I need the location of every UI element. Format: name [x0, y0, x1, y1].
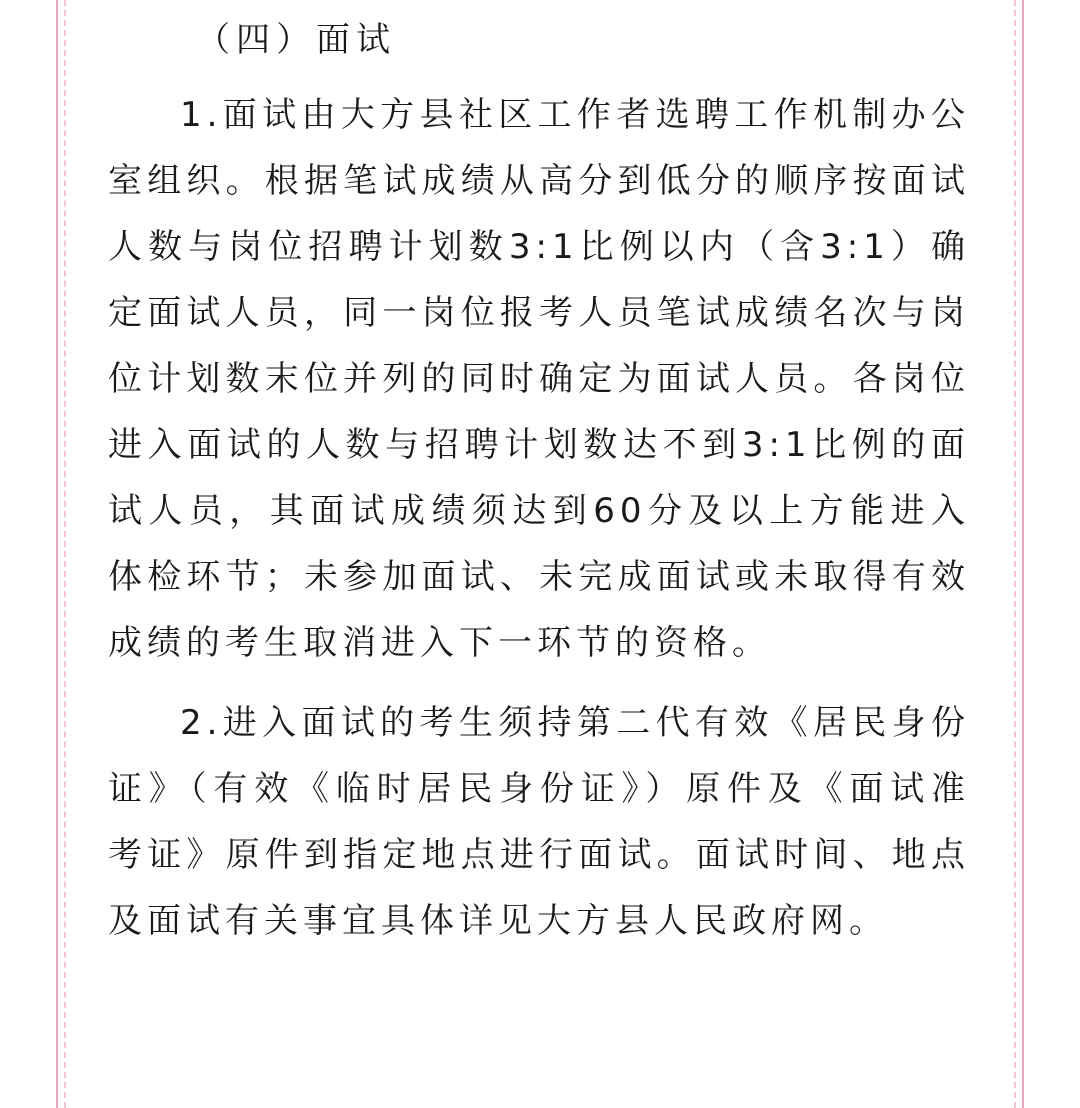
- page-border-left-inner: [64, 0, 66, 1108]
- paragraph-interview-organization: 1.面试由大方县社区工作者选聘工作机制办公室组织。根据笔试成绩从高分到低分的顺序按面试人数与岗位招聘计划数3:1比例以内（含3:1）确定面试人员，同一岗位报考人员笔试成绩名次与岗位计划数末位并列的同时确定为面试人员。各岗位进入面试的人数与招聘计划数达不到3:1比例的面试人员，其面试成绩须达到60分及以上方能进入体检环节；未参加面试、未完成面试或未取得有效成绩的考生取消进入下一环节的资格。: [108, 95, 970, 663]
- page-border-right-inner: [1014, 0, 1016, 1108]
- page-border-left-outer: [56, 0, 58, 1108]
- document-body: [108, 8, 970, 954]
- paragraph-interview-documents: 2.进入面试的考生须持第二代有效《居民身份证》（有效《临时居民身份证》）原件及《面试准考证》原件到指定地点进行面试。面试时间、地点及面试有关事宜具体详见大方县人民政府网。: [108, 703, 970, 941]
- page-border-right-outer: [1022, 0, 1024, 1108]
- section-heading: （四）面试: [196, 20, 396, 60]
